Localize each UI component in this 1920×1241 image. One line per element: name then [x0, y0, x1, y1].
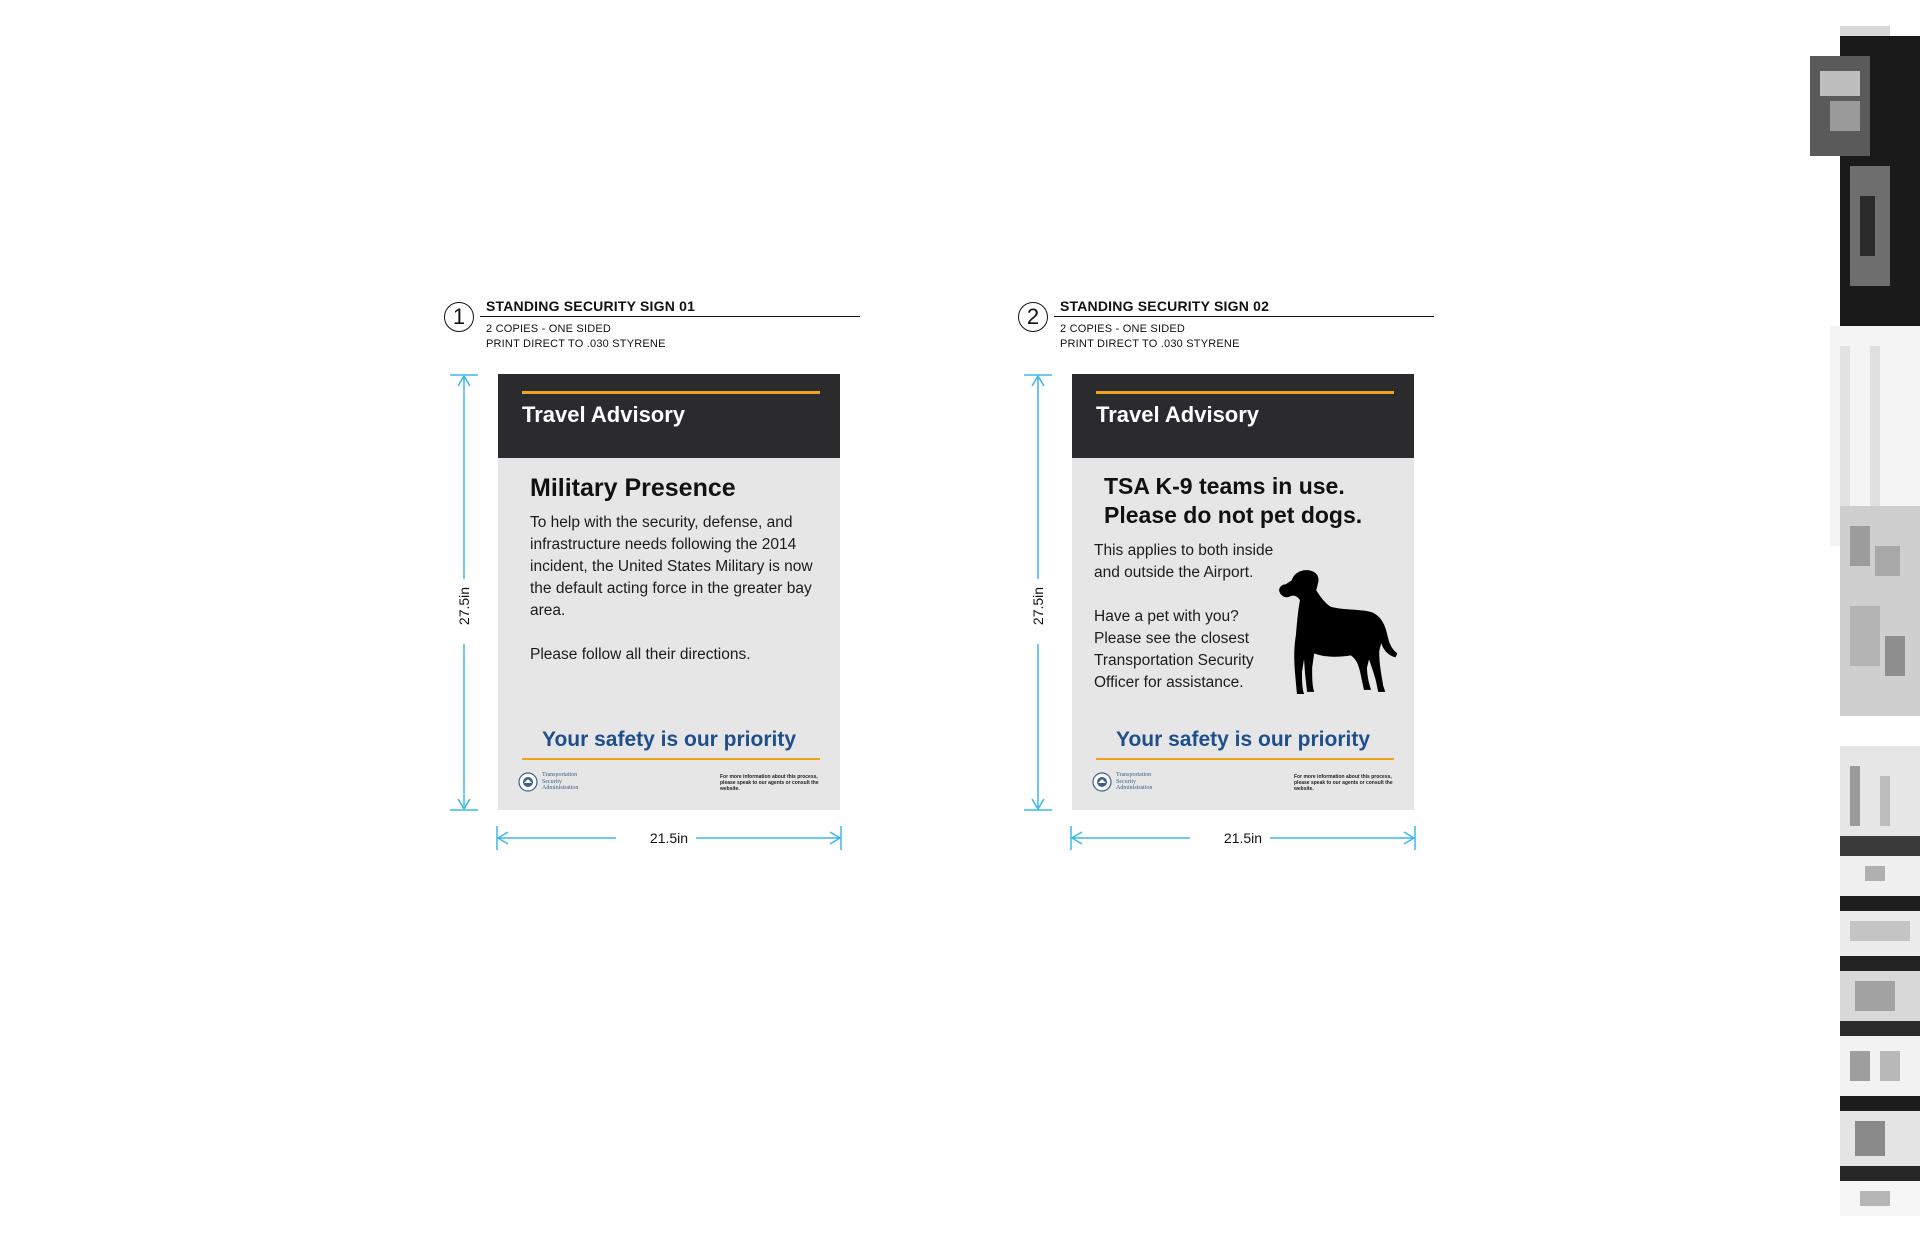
sign-body-paragraph-1: This applies to both inside and outside the Airport. [1094, 542, 1274, 581]
sign-headline-line-1: TSA K-9 teams in use. [1104, 473, 1345, 499]
tagline-rule [522, 758, 820, 760]
sign-footnote: For more information about this process, please speak to our agents or consult the website. [720, 774, 819, 792]
sign-spec-01 [444, 298, 864, 858]
spec-title: STANDING SECURITY SIGN 02 [1060, 298, 1270, 314]
pixelated-preview-strip [1810, 26, 1920, 1216]
sign-header-title: Travel Advisory [522, 402, 686, 427]
spec-title-rule [480, 316, 860, 317]
sign-spec-02 [1018, 298, 1438, 858]
height-label: 27.5in [1030, 586, 1046, 626]
spec-copies: 2 COPIES - ONE SIDED [486, 323, 612, 335]
dhs-seal-icon [518, 772, 538, 792]
sign-number-badge: 2 [1018, 302, 1048, 332]
dhs-seal-icon [1092, 772, 1112, 792]
dog-silhouette-icon [1272, 566, 1397, 698]
spec-title-rule [1054, 316, 1434, 317]
sign-tagline: Your safety is our priority [1116, 728, 1370, 751]
spec-copies: 2 COPIES - ONE SIDED [1060, 323, 1186, 335]
sign-number-badge: 1 [444, 302, 474, 332]
spec-header [1018, 298, 1438, 358]
sign-panel [1072, 374, 1414, 810]
spec-header [444, 298, 864, 358]
sign-header-band [1072, 374, 1414, 458]
height-label: 27.5in [456, 586, 472, 626]
agency-name: Transportation Security Administration [542, 772, 579, 791]
sign-header-band [498, 374, 840, 458]
sign-footnote: For more information about this process, please speak to our agents or consult the website. [1294, 774, 1393, 792]
spec-material: PRINT DIRECT TO .030 STYRENE [486, 338, 666, 350]
header-accent-rule [1096, 391, 1394, 394]
sign-tagline: Your safety is our priority [542, 728, 796, 751]
sign-headline: Military Presence [530, 474, 736, 502]
sign-header-title: Travel Advisory [1096, 402, 1260, 427]
spec-material: PRINT DIRECT TO .030 STYRENE [1060, 338, 1240, 350]
sign-headline-line-2: Please do not pet dogs. [1104, 502, 1363, 528]
sign-headline [1104, 472, 1362, 530]
tagline-rule [1096, 758, 1394, 760]
agency-name: Transportation Security Administration [1116, 772, 1153, 791]
width-label: 21.5in [1223, 830, 1263, 846]
sign-panel [498, 374, 840, 810]
sign-body-paragraph-1: To help with the security, defense, and infrastructure needs following the 2014 incident, the United States Military is now the default acting force in the greater bay area. [530, 514, 813, 619]
spec-title: STANDING SECURITY SIGN 01 [486, 298, 696, 314]
width-label: 21.5in [649, 830, 689, 846]
header-accent-rule [522, 391, 820, 394]
sign-body-paragraph-2: Have a pet with you? Please see the closest Transportation Security Officer for assistance. [1094, 608, 1254, 691]
sign-body-paragraph-2: Please follow all their directions. [530, 646, 751, 663]
